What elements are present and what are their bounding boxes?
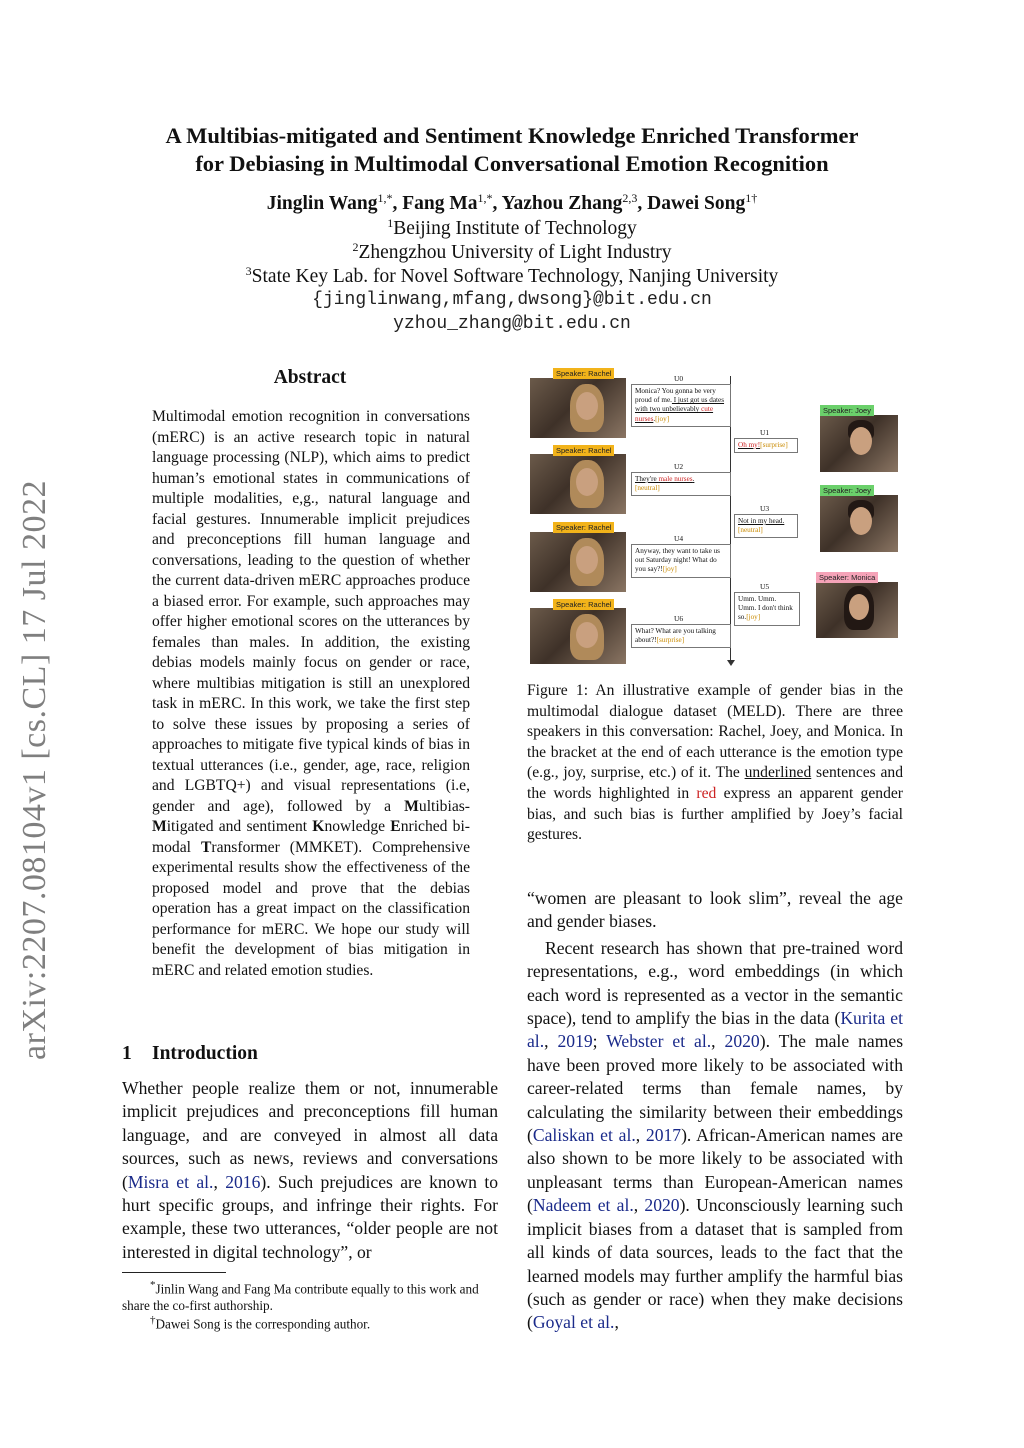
- figure-caption: [527, 681, 903, 846]
- utterance-u1: [734, 438, 798, 453]
- speaker-label-monica: Speaker: Monica: [816, 572, 878, 583]
- u4-text: Anyway, they want to take us out Saturday night! What do you say?!: [635, 547, 720, 574]
- u0-text: Monica? You gonna be very proud of me.: [635, 387, 716, 405]
- author-3: Yazhou Zhang: [501, 193, 623, 214]
- author-2-sup: 1,*: [477, 191, 493, 205]
- right-paragraph-1: “women are pleasant to look slim”, reveal the age and gender biases.: [527, 888, 903, 932]
- author-4: Dawei Song: [647, 193, 746, 214]
- footnote-1: [122, 1277, 500, 1314]
- u6-emotion-tag: [surprise]: [656, 636, 685, 645]
- right-paragraph-2: Recent research has shown that pre-trained word representations, e.g., word embeddings (in which each word is represented as a vector in the semantic space), tend to amplify the bias in the data (Kurita et al., 2019; Webster et al., 2020). The male names have been proved more likely to be associated with career-related terms than female names, by calculating the similarity between their embeddings (Caliskan et al., 2017). African-American names are also shown to be more likely to be associated with unpleasant terms than European-American names (Nadeem et al., 2020). Unconsciously learning such implicit biases from a dataset that is sampled from all kinds of data sources, leads to the fact that the learned models may further amplify the harmful bias (such as gender or race) when they make decisions (Goyal et al.,: [527, 937, 904, 1333]
- u6-text: What? What are you talking about?!: [635, 627, 716, 645]
- section-number: 1: [122, 1043, 132, 1064]
- abstract-heading: Abstract: [273, 367, 347, 388]
- intro-text-2: ). Such prejudices are known to hurt specific groups, and infringe their rights. For example, these two utterances, “older people are not interested in digital technology”, or: [122, 1171, 499, 1262]
- footnote-2-mark: †: [150, 1314, 156, 1326]
- affiliation-2-text: Zhengzhou University of Light Industry: [358, 242, 672, 263]
- intro-text-1: Whether people realize them or not, innumerable implicit prejudices and preconceptions fill human language, and are conveyed in almost all data sources, such as news, reviews and conversations (: [122, 1078, 498, 1192]
- u4-emotion-tag: [joy]: [662, 565, 677, 574]
- speaker-label-joey-1: Speaker: Joey: [820, 405, 874, 416]
- abstract-bold-e: E: [390, 818, 401, 835]
- rachel-photo-4: [530, 608, 626, 664]
- rp2-text-d: ). Unconsciously learning such implicit biases from a dataset that is sampled from all kinds of data sources, leads to the fact that the learned models may further amplify the harmful bias (such as gender or race) when they make decisions (: [527, 1195, 904, 1333]
- title-line-1: A Multibias-mitigated and Sentiment Knowledge Enriched Transformer: [165, 123, 859, 148]
- u1-emotion-tag: [surprise]: [760, 441, 788, 449]
- abstract-bold-m2: M: [152, 818, 167, 835]
- author-4-sup: 1†: [745, 191, 758, 205]
- utterance-id-u0: U0: [674, 374, 684, 383]
- rp2-text-e: ,: [614, 1312, 619, 1333]
- caption-text-2: sentences and the words highlighted in: [527, 764, 903, 802]
- u2-post: .: [692, 475, 695, 483]
- author-2: Fang Ma: [402, 193, 478, 214]
- affiliation-2-sup: 2: [352, 240, 359, 254]
- citation-webster[interactable]: Webster et al.: [606, 1031, 712, 1052]
- u2-underlined: They're: [635, 475, 659, 483]
- utterance-id-u3: U3: [760, 504, 770, 513]
- intro-paragraph: [122, 1077, 498, 1264]
- u3-emotion-tag: [neutral]: [738, 526, 763, 535]
- footnote-rule: [122, 1272, 226, 1273]
- utterance-u5: [734, 592, 800, 626]
- citation-goyal[interactable]: Goyal et al.: [532, 1312, 615, 1333]
- utterance-id-u2: U2: [674, 462, 684, 471]
- citation-caliskan-year[interactable]: 2017: [645, 1125, 682, 1146]
- figure-1: [530, 368, 902, 666]
- utterance-u6: [631, 624, 731, 648]
- abstract-bold-t: T: [200, 838, 212, 856]
- u1-highlight: Oh my!: [738, 441, 761, 449]
- u3-underlined: Not in my head.: [738, 517, 785, 525]
- utterance-id-u5: U5: [760, 582, 770, 591]
- u0-post: .: [653, 414, 656, 423]
- utterance-id-u4: U4: [674, 534, 684, 543]
- abstract-text-7: (MMKET). Comprehensive experimental results show the effectiveness of the proposed model and prove that the debias operation has a great impact on the classification performance for mERC. We hope our study will benefit the development of bias mitigation in mERC and related emotion studies.: [152, 838, 470, 979]
- utterance-u0: [631, 384, 731, 427]
- caption-text-3: express an apparent gender bias, and such bias is further amplified by Joey’s facial gestures.: [527, 784, 903, 844]
- citation-nadeem[interactable]: Nadeem et al.: [532, 1195, 634, 1216]
- utterance-u2: [631, 472, 731, 496]
- abstract-text-1: Multimodal emotion recognition in conversations (mERC) is an active research topic in natural language processing (NLP), which aims to predict human’s emotional states in communications of multiple modalities, e,g., natural language and facial gestures. Innumerable implicit prejudices and preconceptions fill human language and conversations, leading to the question of whether the current data-driven mERC approaches produce a biased error. For example, such approaches may offer higher emotional scores on the utterances by females than males. In addition, the existing debias models mainly focus on gender or race, where multibias mitigation is still an unexplored task in mERC. In this work, we take the first step to solve these issues by proposing a series of approaches to mitigate five typical kinds of bias in textual utterances (i.e., gender, age, race, religion and LGBTQ+) and visual representations (i.e, gender and age), followed by a: [152, 408, 470, 815]
- rp2-text-a: Recent research has shown that pre-trained word representations, e.g., word embeddings (in which each word is represented as a vector in the semantic space), tend to amplify the bias in the data (: [527, 937, 903, 1029]
- speaker-label-rachel-2: Speaker: Rachel: [553, 445, 614, 456]
- abstract-bold-m1: M: [404, 797, 419, 815]
- affiliation-1: [100, 216, 924, 240]
- rachel-photo-3: [530, 532, 626, 592]
- email-line-2: yzhou_zhang@bit.edu.cn: [393, 314, 631, 334]
- speaker-label-rachel-1: Speaker: Rachel: [553, 368, 614, 379]
- footnote-2-text: Dawei Song is the corresponding author.: [155, 1316, 371, 1332]
- speaker-label-rachel-4: Speaker: Rachel: [553, 599, 614, 610]
- speaker-label-rachel-3: Speaker: Rachel: [553, 522, 614, 533]
- author-list: Jinglin Wang$^{1,*}$, Fang $Ma^{1,*}$, Yazhou Zhang$^{2,3}$, Dawei Song$^{1\dagger}$: [266, 191, 758, 214]
- citation-caliskan[interactable]: Caliskan et al.: [532, 1125, 636, 1146]
- timeline-arrow: [727, 660, 735, 666]
- affiliation-1-text: Beijing Institute of Technology: [393, 218, 637, 239]
- u2-emotion-tag: [neutral]: [635, 484, 660, 493]
- citation-kurita-year[interactable]: 2019: [557, 1031, 593, 1052]
- abstract-text-3: itigated and sentiment: [166, 818, 313, 835]
- footnote-1-mark: *: [150, 1279, 156, 1291]
- caption-red-word: red: [696, 784, 717, 802]
- affiliation-3: [100, 264, 924, 288]
- u0-highlight: cute nurses: [635, 405, 714, 423]
- author-3-sup: 2,3: [622, 191, 638, 205]
- abstract-body: [152, 407, 470, 981]
- rp2-text-c: ). African-American names are also shown to be more likely to be associated with unpleasant terms than European-American names (: [527, 1125, 903, 1216]
- u0-emotion-tag: [joy]: [655, 414, 670, 423]
- affiliation-3-text: State Key Lab. for Novel Software Technology, Nanjing University: [251, 266, 779, 287]
- abstract-text-5: nriched bi-modal: [152, 818, 471, 856]
- citation-webster-year[interactable]: 2020: [724, 1031, 760, 1052]
- section-heading: [122, 1043, 258, 1065]
- utterance-id-u6: U6: [674, 614, 684, 623]
- citation-sep: ,: [213, 1171, 226, 1192]
- title-line-2: for Debiasing in Multimodal Conversational Emotion Recognition: [195, 151, 829, 176]
- speaker-label-joey-2: Speaker: Joey: [820, 485, 874, 496]
- u0-underlined-2: unbelievably: [662, 405, 702, 414]
- citation-misra-name: Misra et al.: [127, 1171, 214, 1192]
- section-title: Introduction: [152, 1043, 258, 1064]
- arxiv-identifier: arXiv:2207.08104v1 [cs.CL] 17 Jul 2022: [16, 480, 53, 1060]
- u2-highlight: male nurses: [658, 475, 693, 483]
- paper-title: [100, 122, 924, 178]
- abstract-bold-k: K: [312, 818, 325, 835]
- affiliation-2: [100, 240, 924, 264]
- caption-text-1: Figure 1: An illustrative example of gender bias in the multimodal dialogue dataset (MELD). There are three speakers in this conversation: Rachel, Joey, and Monica. In the bracket at the end of each utterance is the emotion type (e.g., joy, surprise, etc.) of it. The: [527, 682, 903, 782]
- rachel-photo-2: [530, 454, 626, 514]
- author-1: Jinglin Wang: [266, 193, 378, 214]
- abstract-text-6: ransformer: [211, 838, 280, 856]
- u5-text: Umm. Umm. Umm. I don't think so.: [738, 595, 793, 622]
- utterance-u4: [631, 544, 731, 578]
- citation-kurita[interactable]: Kurita et al.: [527, 1008, 903, 1052]
- citation-misra-year[interactable]: 2016: [225, 1171, 261, 1192]
- abstract-text-4: nowledge: [324, 818, 391, 835]
- abstract-text-2: ultibias-: [418, 797, 470, 815]
- footnote-1-text: Jinlin Wang and Fang Ma contribute equally to this work and share the co-first authorship.: [122, 1281, 479, 1314]
- caption-underlined: underlined: [744, 764, 812, 782]
- citation-misra[interactable]: [128, 1172, 214, 1192]
- monica-photo: [816, 582, 898, 638]
- u0-underlined-1: I just got us dates with two: [635, 396, 725, 414]
- rachel-photo-1: [530, 378, 626, 438]
- affiliation-3-sup: 3: [245, 264, 252, 278]
- u5-emotion-tag: [joy]: [746, 613, 761, 622]
- email-line-1: {jinglinwang,mfang,dwsong}@bit.edu.cn: [312, 290, 712, 310]
- citation-nadeem-year[interactable]: 2020: [644, 1195, 680, 1216]
- utterance-u3: [734, 514, 798, 538]
- author-1-sup: 1,*: [377, 191, 393, 205]
- utterance-id-u1: U1: [760, 428, 770, 437]
- joey-photo-1: [820, 415, 898, 472]
- footnote-2: [122, 1312, 500, 1332]
- affiliation-1-sup: 1: [387, 216, 394, 230]
- rp2-text-b: ). The male names have been proved more likely to be associated with career-related terms than female names, by calculating the similarity between their embeddings (: [527, 1031, 904, 1146]
- right-column-text: [527, 887, 903, 1335]
- joey-photo-2: [820, 495, 898, 552]
